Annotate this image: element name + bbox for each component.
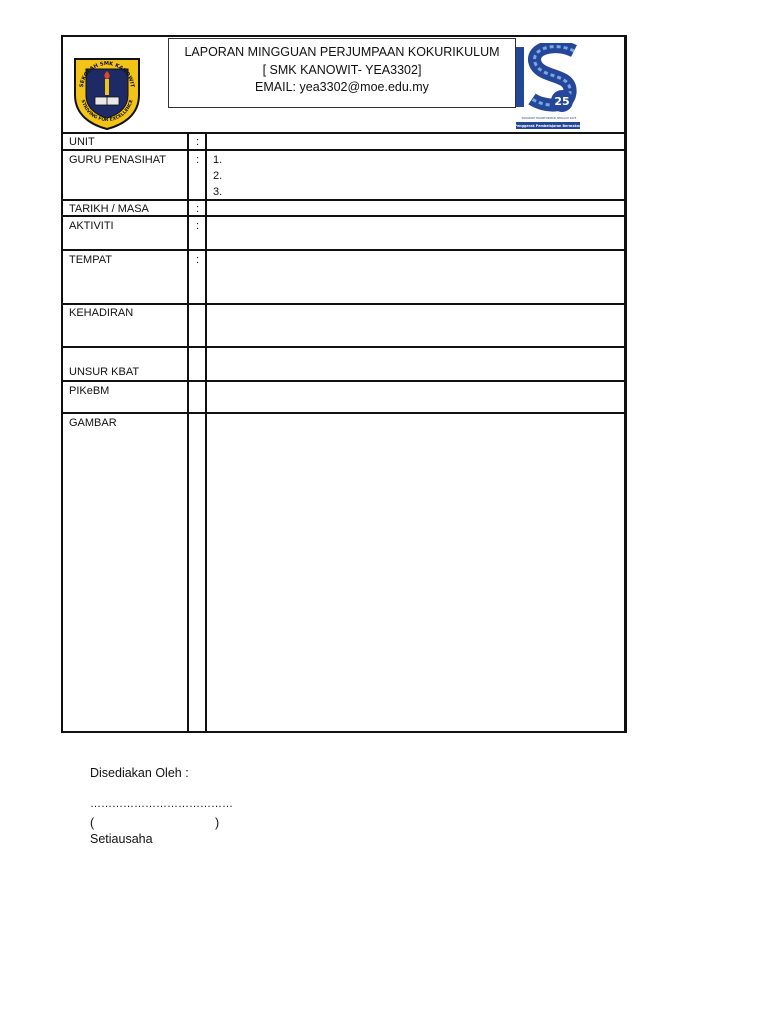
tempat-colon: : [196, 254, 200, 266]
tarikh-masa-colon: : [196, 203, 200, 215]
advisor-item-1[interactable]: 1. [213, 154, 223, 166]
guru-penasihat-colon: : [196, 154, 200, 166]
crest-top-text: SEKOLAH SMK KANOWIT [79, 60, 135, 88]
kehadiran-field[interactable] [207, 305, 622, 345]
tarikh-masa-field[interactable] [207, 201, 622, 214]
guru-penasihat-list [213, 152, 222, 200]
column-divider-left [187, 132, 189, 731]
row-divider [63, 149, 624, 151]
advisor-item-2[interactable]: 2. [213, 170, 223, 182]
ts25-logo-icon [514, 43, 584, 131]
tempat-label: TEMPAT [69, 254, 112, 266]
name-paren-open: ( [90, 816, 95, 830]
unit-colon: : [196, 136, 200, 148]
prepared-by-label: Disediakan Oleh : [90, 766, 189, 780]
school-crest-logo [71, 53, 143, 131]
report-title-box [168, 38, 516, 108]
unsur-kbat-label: UNSUR KBAT [69, 366, 140, 378]
aktiviti-colon: : [196, 220, 200, 232]
signatory-role: Setiausaha [90, 832, 153, 846]
unsur-kbat-field[interactable] [207, 348, 622, 379]
crest-bottom-text: STRIVING FOR EXCELLENCE [79, 99, 135, 124]
aktiviti-field[interactable] [207, 217, 622, 248]
pikebm-field[interactable] [207, 382, 622, 411]
signature-line[interactable]: ………………………………… [90, 798, 233, 810]
aktiviti-label: AKTIVITI [69, 220, 114, 232]
kehadiran-label: KEHADIRAN [69, 307, 134, 319]
advisor-item-3[interactable]: 3. [213, 186, 223, 198]
unit-label: UNIT [69, 136, 95, 148]
report-title: LAPORAN MINGGUAN PERJUMPAAN KOKURIKULUM [184, 45, 500, 59]
logo-caption-band: Penggerak Pembelajaran Bermakna [514, 124, 582, 128]
tempat-field[interactable] [207, 251, 622, 302]
name-paren-close: ) [215, 816, 220, 830]
program-logo [514, 43, 584, 131]
guru-penasihat-label: GURU PENASIHAT [69, 154, 166, 166]
gambar-label: GAMBAR [69, 417, 117, 429]
logo-caption-small: PROGRAM TRANSFORMASI SEKOLAH 2025 [521, 117, 577, 120]
school-code: [ SMK KANOWIT- YEA3302] [262, 62, 422, 77]
form-header [63, 37, 624, 132]
tarikh-masa-label: TARIKH / MASA [69, 203, 149, 215]
school-crest-icon [71, 53, 143, 131]
gambar-photo-area[interactable] [207, 414, 622, 729]
unit-field[interactable] [207, 134, 622, 148]
school-email: EMAIL: yea3302@moe.edu.my [255, 80, 429, 94]
report-form [61, 35, 627, 733]
pikebm-label: PIKeBM [69, 385, 110, 397]
logo-number: 25 [554, 95, 570, 108]
